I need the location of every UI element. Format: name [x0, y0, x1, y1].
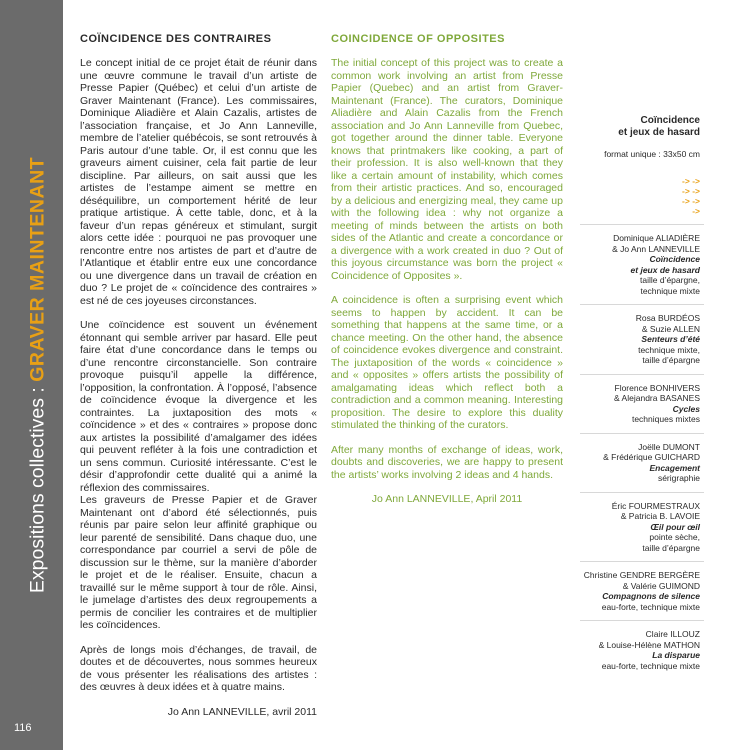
work-title: Senteurs d’été	[641, 334, 700, 344]
artwork-entry	[580, 442, 700, 484]
technique: technique mixte,	[638, 344, 700, 355]
technique: taille d’épargne,	[639, 275, 700, 285]
project-title-line-1: Coïncidence	[640, 115, 700, 126]
french-signature: Jo Ann LANNEVILLE, avril 2011	[167, 705, 317, 718]
artist-name: Éric FOURMESTRAUX	[611, 500, 700, 511]
technique: techniques mixtes	[631, 414, 700, 424]
section-title-accent: GRAVER MAINTENANT	[26, 156, 49, 382]
work-title: Œil pour œil	[650, 521, 700, 532]
work-title: Coïncidence	[649, 254, 700, 264]
french-heading: COÏNCIDENCE DES CONTRAIRES	[80, 33, 272, 45]
artist-name: Christine GENDRE BERGÈRE	[583, 570, 700, 580]
french-paragraph-3: Les graveurs de Presse Papier et de Graver Maintenant ont d’abord été sélectionnés, puis réunis par paire selon leur affinité graphique ou leur parenté de sensibilité. Dans chaque duo, une correspondance par courriel a servi de pôle de discussion sur le thème, sur la manière d’aborder le projet et de le réaliser. Ensuite, chacun a travaillé sur le même support à tour de rôle. Ainsi, le jumelage d’artistes des deux regroupements a permis de concilier les contraires et de multiplier les coïncidences.	[80, 494, 317, 631]
work-title: Cycles	[672, 403, 700, 414]
technique: taille d’épargne	[642, 355, 700, 365]
artwork-list	[580, 115, 700, 671]
french-column	[80, 33, 317, 718]
divider	[580, 374, 704, 375]
english-paragraph-1: The initial concept of this project was to create a common work involving an artist from Presse Papier (Quebec) and an artist from Graver-Maintenant (France). The curators, Dominique Aliadière and Alain Cazalis from the French association and Jo Ann Lanneville from Quebec, got together around the dinner table. Everyone knows that printmakers like cooking, a part of their profession. It is also well-known that they like a certain amount of instability, which comes from their artistic practices. And so, encouraged by a delicious and energizing meal, they came up with the following idea : why not organize a meeting of minds between the artists on both sides of the Atlantic and create a concordance or a divergence with a work created in duo ? Out of this joyous circumstance was born the project « Coincidence of Opposites ».	[331, 57, 563, 282]
english-heading: COINCIDENCE OF OPPOSITES	[331, 33, 505, 45]
french-paragraph-2: Une coïncidence est souvent un événement étonnant qui semble arriver par hasard. Elle peut faire état d’une concordance dans le temps ou d’une rencontre circonstancielle. Son contraire provoque puisqu’il appelle la différence, l’opposition, la confrontation. À l’opposé, l’absence de coïncidence évoque la divergence et les contraintes. La juxtaposition des mots « coïncidence » et des « contraires » propose donc aux artistes la possibilité d’amalgamer des idées qui peuvent refléter à la fois une contradiction et un sens commun. Curiosité intéressante. C’est le désir d’approfondir cette dualité qui a animé la réflexion des commissaires.	[80, 319, 317, 494]
arrow-decoration	[580, 176, 700, 216]
artist-name: & Patricia B. LAVOIE	[620, 511, 700, 521]
section-title	[28, 157, 48, 593]
artist-name: Florence BONHIVERS	[614, 382, 700, 393]
arrow-row: -> ->	[682, 176, 700, 186]
english-column	[331, 33, 563, 506]
english-signature: Jo Ann LANNEVILLE, April 2011	[371, 493, 523, 505]
divider	[580, 620, 704, 621]
arrow-row: -> ->	[682, 186, 700, 196]
arrow-row: -> ->	[682, 196, 700, 206]
artist-name: & Alejandra BASANES	[614, 393, 700, 403]
artist-name: & Louise-Hélène MATHON	[598, 639, 700, 650]
english-paragraph-3: After many months of exchange of ideas, work, doubts and discoveries, we are happy to present the artists’ works involving 2 ideas and 4 hands.	[331, 443, 563, 481]
divider	[580, 224, 704, 225]
page-number: 116	[14, 722, 32, 734]
artist-name: & Valérie GUIMOND	[622, 580, 700, 591]
artwork-entry	[580, 233, 700, 296]
work-title: La disparue	[652, 650, 700, 660]
artist-name: Claire ILLOUZ	[645, 629, 700, 639]
project-title	[580, 115, 700, 139]
artist-name: Rosa BURDÉOS	[635, 313, 700, 323]
english-paragraph-2: A coincidence is often a surprising event which seems to happen by accident. It can be something that happens at the same time, or a chance meeting. On the other hand, the absence of coincidence evokes divergence and constraint. The juxtaposition of the words « coincidence » and « opposites » offers artists the possibility of amalgamating ideas which reflect both a contradiction and a common meaning. Interesting proposition. The desire to explore this duality stimulated the thinking of the curators.	[331, 294, 563, 431]
sidebar	[0, 0, 63, 750]
artwork-entry	[580, 501, 700, 554]
divider	[580, 304, 704, 305]
technique: eau-forte, technique mixte	[601, 660, 700, 671]
artist-name: Joëlle DUMONT	[638, 441, 700, 452]
divider	[580, 433, 704, 434]
technique: pointe sèche,	[649, 532, 700, 542]
work-title: et jeux de hasard	[630, 264, 700, 275]
artwork-entry	[580, 383, 700, 425]
french-paragraph-4: Après de longs mois d’échanges, de travail, de doutes et de découvertes, nous sommes heureux de vous présenter les réalisations des artistes : des œuvres à deux idées et à quatre mains.	[80, 643, 317, 693]
work-title: Encagement	[649, 462, 700, 473]
divider	[580, 561, 704, 562]
artwork-entry	[580, 313, 700, 366]
artist-name: Dominique ALIADIÈRE	[613, 233, 700, 243]
technique: sérigraphie	[657, 473, 700, 483]
format-info: format unique : 33x50 cm	[604, 149, 700, 159]
artwork-entry	[580, 629, 700, 671]
artwork-entry	[580, 570, 700, 612]
divider	[580, 492, 704, 493]
artist-name: & Frédérique GUICHARD	[603, 452, 700, 462]
artist-name: & Jo Ann LANNEVILLE	[612, 243, 700, 254]
technique: technique mixte	[640, 285, 700, 296]
technique: taille d’épargne	[642, 542, 700, 553]
arrow-row: ->	[692, 206, 700, 216]
project-title-line-2: et jeux de hasard	[618, 127, 700, 138]
section-title-prefix: Expositions collectives :	[26, 381, 49, 594]
technique: eau-forte, technique mixte	[601, 601, 700, 612]
french-paragraph-1: Le concept initial de ce projet était de réunir dans une œuvre commune le travail d’un artiste de Presse Papier (Québec) et celui d’un artiste de Graver Maintenant (France). Les commissaires, Dominique Aliadière et Alain Cazalis, artistes de l’association française, et Jo Ann Lanneville, membre de l’atelier québécois, se sont retrouvés à Paris autour d’une table. Or, il est connu que les graveurs aiment cuisiner, cela fait partie de leur discipline. Par ailleurs, on sait aussi que les artistes de l’estampe aiment se mettre en déséquilibre, un comportement hérité de leur pratique artistique. À cette table, donc, et à la faveur d’un repas généreux et stimulant, surgit alors cette idée : pourquoi ne pas provoquer une rencontre entre nos artistes de part et d’autre de l’Atlantique et établir entre eux une concordance ou une divergence dans un travail de création en duo ? Le projet de « coïncidence des contraires » est né de ces joyeuses circonstances.	[80, 57, 317, 307]
work-title: Compagnons de silence	[602, 591, 700, 601]
artist-name: & Suzie ALLEN	[641, 323, 700, 334]
